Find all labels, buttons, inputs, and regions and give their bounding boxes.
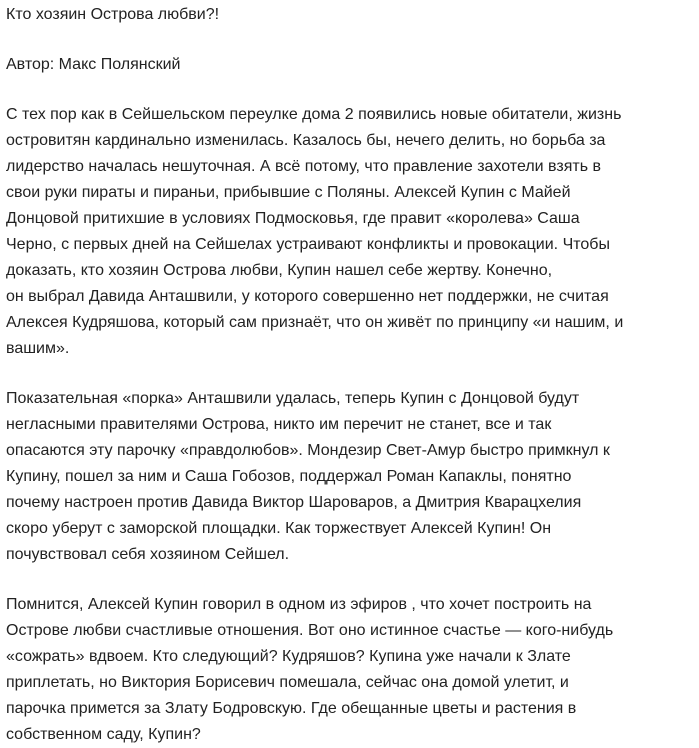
paragraph-line: Алексея Кудряшова, который сам признаёт, что он живёт по принципу «и нашим, и bbox=[6, 314, 624, 331]
paragraph-line: доказать, кто хозяин Острова любви, Купин нашел себе жертву. Конечно, bbox=[6, 262, 553, 279]
paragraph-line: лидерство началась нешуточная. А всё потому, что правление захотели взять в bbox=[6, 158, 601, 175]
paragraph-line: негласными правителями Острова, никто им перечит не станет, все и так bbox=[6, 416, 552, 433]
paragraph-line: Острове любви счастливые отношения. Вот оно истинное счастье — кого-нибудь bbox=[6, 622, 614, 639]
paragraph-line: он выбрал Давида Анташвили, у которого совершенно нет поддержки, не считая bbox=[6, 288, 609, 305]
paragraph-line: Черно, с первых дней на Сейшелах устраивают конфликты и провокации. Чтобы bbox=[6, 236, 610, 253]
paragraph-line: почувствовал себя хозяином Сейшел. bbox=[6, 546, 290, 563]
paragraph-line: опасаются эту парочку «правдолюбов». Мондезир Свет-Амур быстро примкнул к bbox=[6, 442, 610, 459]
paragraph-line: вашим». bbox=[6, 340, 70, 357]
paragraph-line: собственном саду, Купин? bbox=[6, 726, 201, 743]
paragraph-line: С тех пор как в Сейшельском переулке дома 2 появились новые обитатели, жизнь bbox=[6, 106, 622, 123]
paragraph-line: Купину, пошел за ним и Саша Гобозов, поддержал Роман Капаклы, понятно bbox=[6, 468, 572, 485]
article-author: Автор: Макс Полянский bbox=[6, 56, 181, 73]
paragraph-line: парочка примется за Злату Бодровскую. Где обещанные цветы и растения в bbox=[6, 700, 577, 717]
paragraph-2 bbox=[6, 386, 691, 568]
paragraph-3 bbox=[6, 592, 691, 748]
article-title: Кто хозяин Острова любви?! bbox=[6, 6, 220, 23]
paragraph-line: Донцовой притихшие в условиях Подмосковья, где правит «королева» Саша bbox=[6, 210, 580, 227]
paragraph-line: приплетать, но Виктория Борисевич помешала, сейчас она домой улетит, и bbox=[6, 674, 569, 691]
paragraph-line: островитян кардинально изменилась. Казалось бы, нечего делить, но борьба за bbox=[6, 132, 606, 149]
paragraph-line: скоро уберут с заморской площадки. Как торжествует Алексей Купин! Он bbox=[6, 520, 552, 537]
paragraph-line: почему настроен против Давида Виктор Шароваров, а Дмитрия Кварацхелия bbox=[6, 494, 582, 511]
paragraph-line: Помнится, Алексей Купин говорил в одном из эфиров , что хочет построить на bbox=[6, 596, 592, 613]
paragraph-line: свои руки пираты и пираньи, прибывшие с Поляны. Алексей Купин с Майей bbox=[6, 184, 571, 201]
paragraph-line: Показательная «порка» Анташвили удалась, теперь Купин с Донцовой будут bbox=[6, 390, 580, 407]
paragraph-1 bbox=[6, 102, 691, 362]
paragraph-line: «сожрать» вдвоем. Кто следующий? Кудряшов? Купина уже начали к Злате bbox=[6, 648, 571, 665]
